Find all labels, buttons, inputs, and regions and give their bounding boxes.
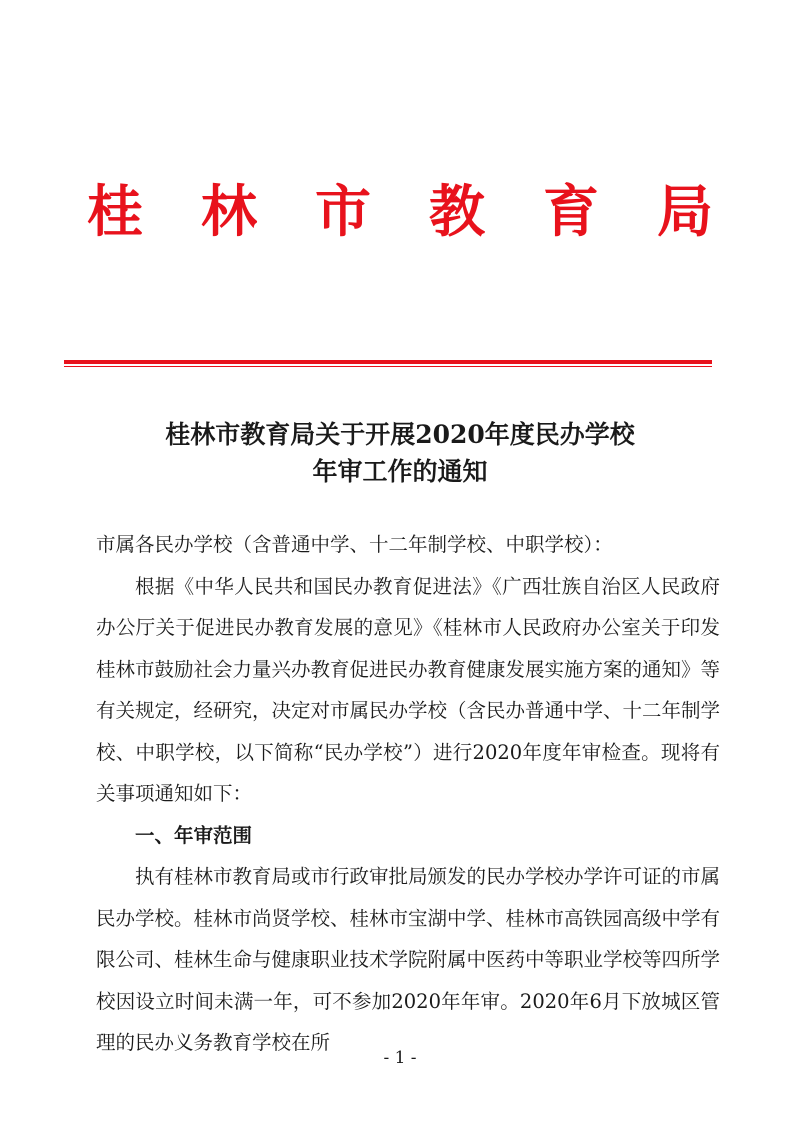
letterhead-title: 桂林市教育局 <box>87 180 771 245</box>
paragraph-scope: 执有桂林市教育局或市行政审批局颁发的民办学校办学许可证的市属民办学校。桂林市尚贤学校、桂林市宝湖中学、桂林市高铁园高级中学有限公司、桂林生命与健康职业技术学院附属中医药中等职业学校等四所学校因设立时间未满一年，可不参加2020年年审。2020年6月下放城区管理的民办义务教育学校在所 <box>96 865 721 1054</box>
letterhead-rule-thick <box>64 360 712 364</box>
page-number: - 1 - <box>383 1048 417 1068</box>
document-title-line2: 年审工作的通知 <box>312 457 488 486</box>
document-title-line1: 桂林市教育局关于开展2020年度民办学校 <box>165 420 635 449</box>
salutation: 市属各民办学校（含普通中学、十二年制学校、中职学校）： <box>96 533 613 556</box>
document-body <box>96 524 720 1064</box>
letterhead-rule-thin <box>64 366 712 367</box>
section-heading-scope: 一、年审范围 <box>135 823 253 847</box>
paragraph-intro: 根据《中华人民共和国民办教育促进法》《广西壮族自治区人民政府办公厅关于促进民办教育发展的意见》《桂林市人民政府办公室关于印发桂林市鼓励社会力量兴办教育促进民办教育健康发展实施方案的通知》等有关规定，经研究，决定对市属民办学校（含民办普通中学、十二年制学校、中职学校，以下简称“民办学校”）进行2020年度年审检查。现将有关事项通知如下： <box>96 574 721 805</box>
